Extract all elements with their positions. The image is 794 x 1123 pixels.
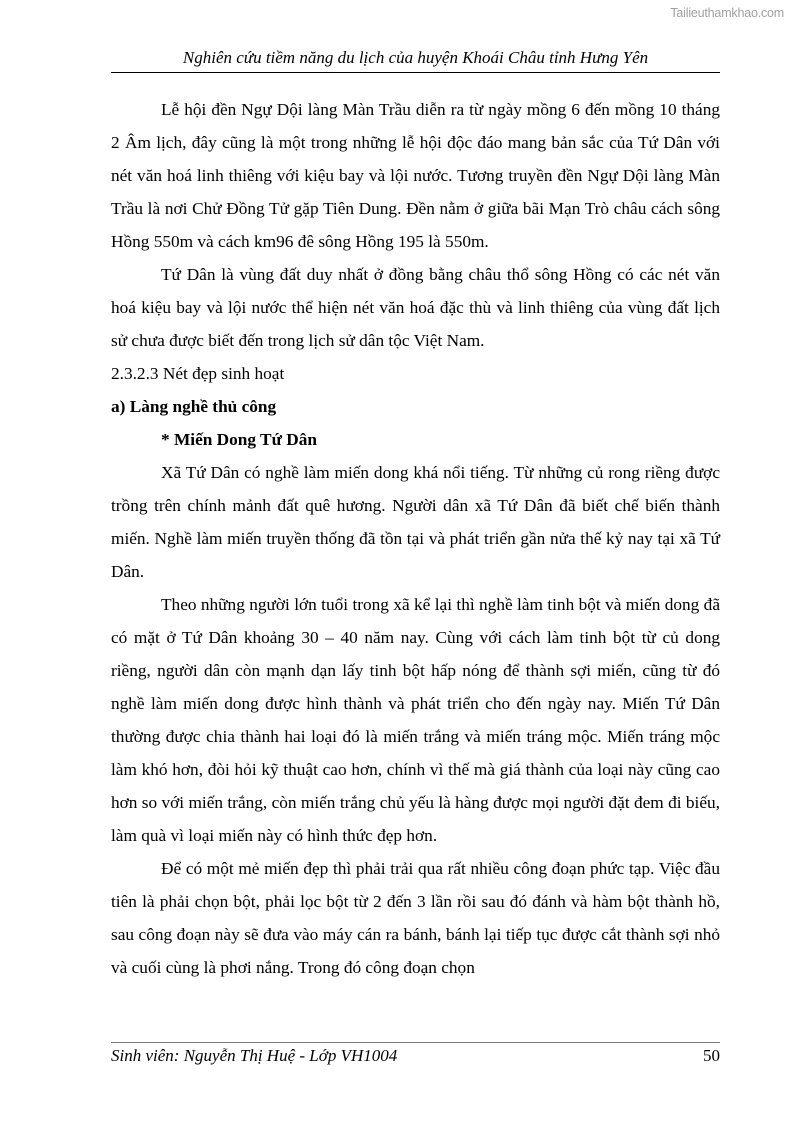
item-heading: * Miến Dong Tứ Dân — [161, 430, 318, 449]
footer-divider — [111, 1042, 720, 1043]
subsection-heading: a) Làng nghề thủ công — [111, 397, 277, 416]
page-footer — [111, 1045, 720, 1067]
header-divider — [111, 72, 720, 73]
footer-author: Sinh viên: Nguyễn Thị Huệ - Lớp VH1004 — [111, 1046, 398, 1065]
paragraph-mien-dong-process: Để có một mẻ miến đẹp thì phải trải qua rất nhiều công đoạn phức tạp. Việc đầu tiên là phải chọn bột, phải lọc bột từ 2 đến 3 lần rồi sau đó đánh và hàm bột thành hồ, sau công đoạn này sẽ đưa vào máy cán ra bánh, bánh lại tiếp tục được cắt thành sợi nhỏ và cuối cùng là phơi nắng. Trong đó công đoạn chọn — [111, 859, 720, 977]
page-number: 50 — [703, 1046, 720, 1065]
page-header-title: Nghiên cứu tiềm năng du lịch của huyện Khoái Châu tỉnh Hưng Yên — [182, 48, 649, 67]
paragraph-festival: Lễ hội đền Ngự Dội làng Màn Trầu diễn ra từ ngày mồng 6 đến mồng 10 tháng 2 Âm lịch, đây cũng là một trong những lễ hội độc đáo mang bản sắc của Tứ Dân với nét văn hoá linh thiêng với kiệu bay và lội nước. Tương truyền đền Ngự Dội làng Màn Trầu là nơi Chử Đồng Tử gặp Tiên Dung. Đền nằm ở giữa bãi Mạn Trò châu cách sông Hồng 550m và cách km96 đê sông Hồng 195 là 550m. — [111, 100, 720, 251]
section-heading: 2.3.2.3 Nét đẹp sinh hoạt — [111, 364, 285, 383]
paragraph-mien-dong-history: Theo những người lớn tuổi trong xã kể lại thì nghề làm tinh bột và miến dong đã có mặt ở Tứ Dân khoảng 30 – 40 năm nay. Cùng với cách làm tinh bột từ củ dong riềng, người dân còn mạnh dạn lấy tinh bột hấp nóng để thành sợi miến, cũng từ đó nghề làm miến dong được hình thành và phát triển cho đến ngày nay. Miến Tứ Dân thường được chia thành hai loại đó là miến trắng và miến tráng mộc. Miến tráng mộc làm khó hơn, đòi hỏi kỹ thuật cao hơn, chính vì thế mà giá thành của loại này cũng cao hơn so với miến trắng, còn miến trắng chủ yếu là hàng được mọi người đặt đem đi biếu, làm quà vì loại miến này có hình thức đẹp hơn. — [111, 595, 720, 845]
paragraph-mien-dong-intro: Xã Tứ Dân có nghề làm miến dong khá nổi tiếng. Từ những củ rong riềng được trồng trên chính mảnh đất quê hương. Người dân xã Tứ Dân đã biết chế biến thành miến. Nghề làm miến truyền thống đã tồn tại và phát triển gần nửa thế kỷ nay tại xã Tứ Dân. — [111, 463, 720, 581]
watermark: Tailieuthamkhao.com — [670, 6, 784, 20]
document-body — [111, 93, 720, 984]
paragraph-tu-dan-culture: Tứ Dân là vùng đất duy nhất ở đồng bằng châu thổ sông Hồng có các nét văn hoá kiệu bay và lội nước thể hiện nét văn hoá đặc thù và linh thiêng của vùng đất lịch sử chưa được biết đến trong lịch sử dân tộc Việt Nam. — [111, 265, 720, 350]
